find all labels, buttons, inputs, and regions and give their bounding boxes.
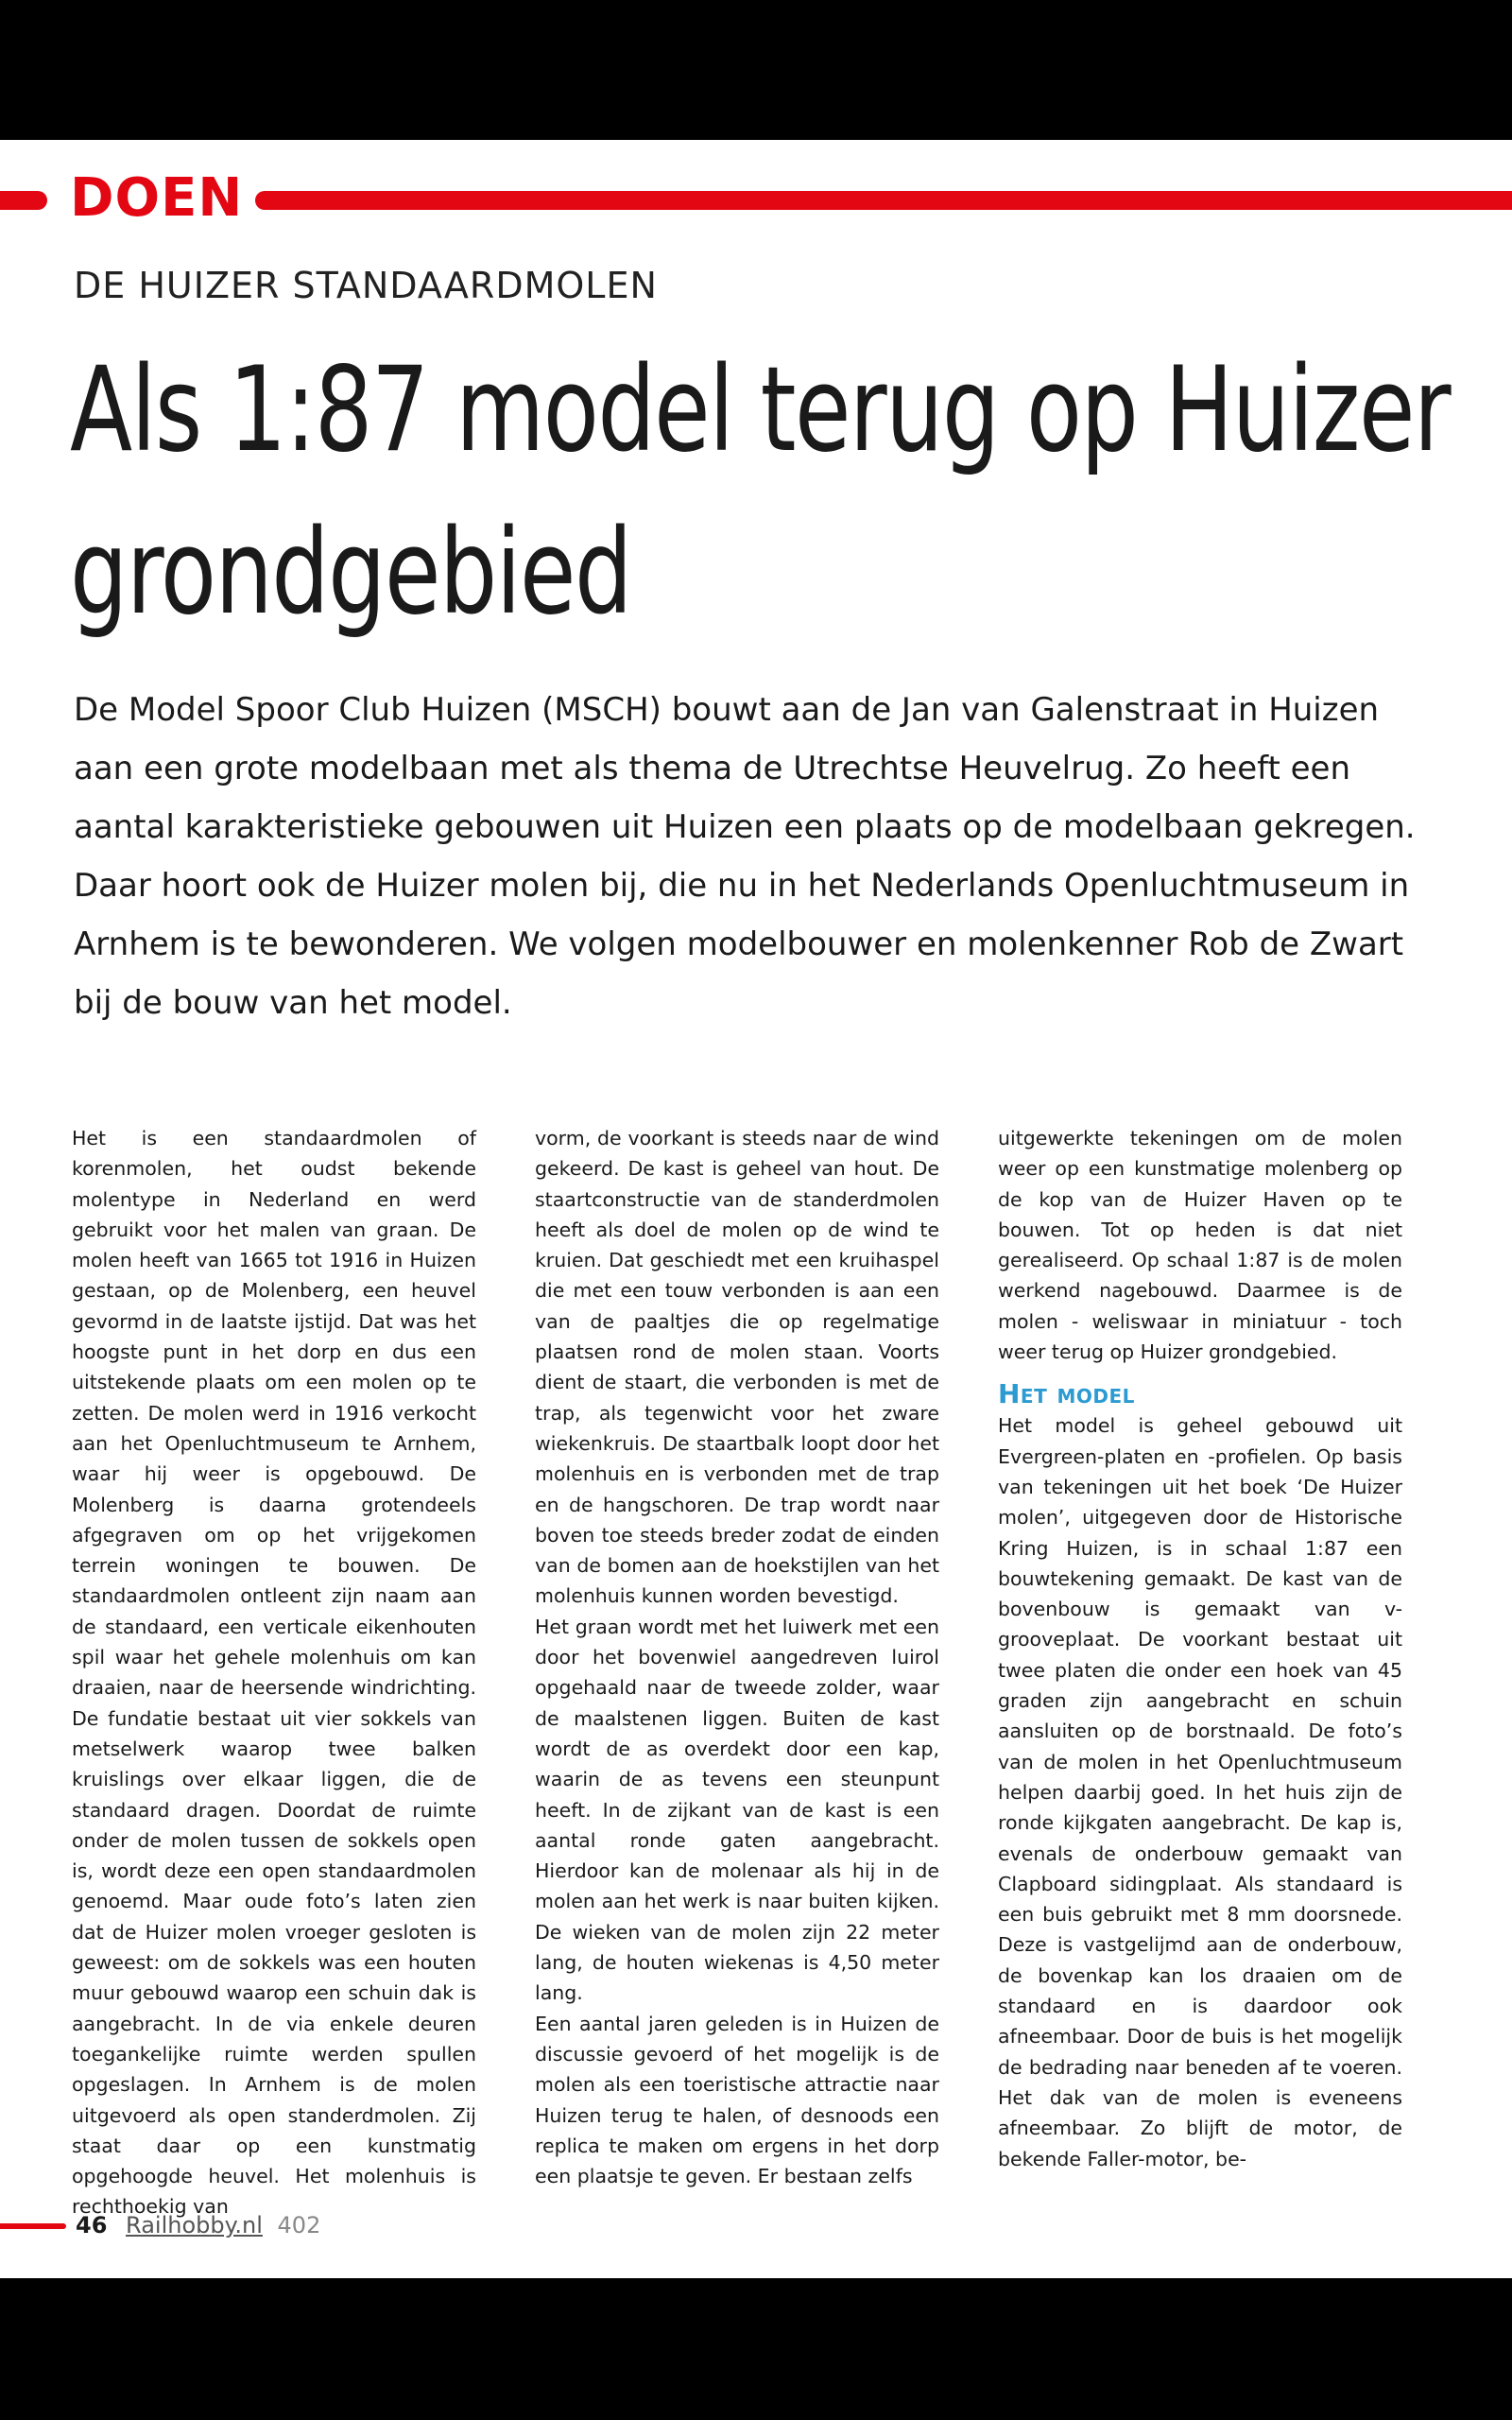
paragraph: Het graan wordt met het luiwerk met een door het bovenwiel aangedreven luirol opgehaald naar de tweede zolder, waar de maalstenen liggen. Buiten de kast wordt de as overdekt door een kap, waarin de as tevens een steunpunt heeft. In de zijkant van de kast is een aantal ronde gaten aangebracht. Hierdoor kan de molenaar als hij in de molen aan het werk is naar buiten kijken. De wieken van de molen zijn 22 meter lang, de houten wiekenas is 4,50 meter lang. (535, 1615, 939, 2005)
section-subheading: Het model (998, 1378, 1135, 1410)
issue-number: 402 (277, 2212, 321, 2238)
paragraph: Het is een standaardmolen of korenmolen, het oudst bekende molentype in Nederland en werd gebruikt voor het malen van graan. De molen heeft van 1665 tot 1916 in Huizen gestaan, op de Molenberg, een heuvel gevormd in de laatste ijstijd. Dat was het hoogste punt in het dorp en dus een uitstekende plaats om een molen op te zetten. De molen werd in 1916 verkocht aan het Openluchtmuseum te Arnhem, waar hij weer is opgebouwd. De Molenberg is daarna grotendeels afgegraven om op het vrijgekomen terrein woningen te bouwen. De standaardmolen ontleent zijn naam aan de standaard, een verticale eikenhouten spil waar het gehele molenhuis om kan draaien, naar de heersende windrichting. De fundatie bestaat uit vier sokkels van metselwerk waarop twee balken kruislings over elkaar liggen, die de standaard dragen. Doordat de ruimte onder de molen tussen de sokkels open is, wordt deze een open standaardmolen genoemd. Maar oude foto’s laten zien dat de Huizer molen vroeger gesloten is geweest: om de sokkels was een houten muur gebouwd waarop een schuin dak is aangebracht. In de via enkele deuren toegankelijke ruimte werden spullen opgeslagen. In Arnhem is de molen uitgevoerd als open standerdmolen. Zij staat daar op een kunstmatig opgehoogde heuvel. Het molenhuis is rechthoekig van (72, 1127, 476, 2219)
paragraph: vorm, de voorkant is steeds naar de wind gekeerd. De kast is geheel van hout. De staartconstructie van de standerdmolen heeft als doel de molen op de wind te kruien. Dat geschiedt met een kruihaspel die met een touw verbonden is aan een van de paaltjes die op regelmatige plaatsen rond de molen staan. Voorts dient de staart, die verbonden is met de trap, als tegenwicht voor het zware wiekenkruis. De staartbalk loopt door het molenhuis en is verbonden met de trap en de hangschoren. De trap wordt naar boven toe steeds breder zodat de einden van de bomen aan de hoekstijlen van het molenhuis kunnen worden bevestigd. (535, 1127, 939, 1608)
text-column-2 (535, 1123, 939, 2191)
section-bar-left (0, 191, 47, 210)
article-intro: De Model Spoor Club Huizen (MSCH) bouwt aan de Jan van Galenstraat in Huizen aan een grote modelbaan met als thema de Utrechtse Heuvelrug. Zo heeft een aantal karakteristieke gebouwen uit Huizen een plaats op de modelbaan gekregen. Daar hoort ook de Huizer molen bij, die nu in het Nederlands Openluchtmuseum in Arnhem is te bewonderen. We volgen modelbouwer en molenkenner Rob de Zwart bij de bouw van het model. (74, 691, 1416, 1022)
article-body (72, 1123, 1406, 2278)
magazine-page (0, 140, 1512, 2278)
article-kicker: DE HUIZER STANDAARDMOLEN (74, 265, 658, 306)
footer-bar (0, 2223, 66, 2229)
section-bar-right (255, 191, 1512, 210)
paragraph: Het model is geheel gebouwd uit Evergreen-platen en -profielen. Op basis van tekeningen uit het boek ‘De Huizer molen’, uitgegeven door de Historische Kring Huizen, is in schaal 1:87 een bouwtekening gemaakt. De kast van de bovenbouw is gemaakt van v-grooveplaat. De voorkant bestaat uit twee platen die onder een hoek van 45 graden zijn aangebracht en schuin aansluiten op de borstnaald. De foto’s van de molen in het Openluchtmuseum helpen daarbij goed. In het huis zijn de ronde kijkgaten aangebracht. De kap is, evenals de onderbouw gemaakt van Clapboard sidingplaat. Als standaard is een buis gebruikt met 8 mm doorsnede. Deze is vastgelijmd aan de onderbouw, de bovenkap kan los draaien om de standaard en is daardoor ook afneembaar. Door de buis is het mogelijk de bedrading naar beneden af te voeren. Het dak van de molen is eveneens afneembaar. Zo blijft de motor, de bekende Faller-motor, be- (998, 1414, 1402, 2170)
text-column-1 (72, 1123, 476, 2222)
article-headline: Als 1:87 model terug op Huizer grondgebied (70, 342, 1451, 641)
paragraph: Een aantal jaren geleden is in Huizen de discussie gevoerd of het mogelijk is de molen als een toeristische attractie naar Huizen terug te halen, of desnoods een replica te maken om ergens in het dorp een plaatsje te geven. Er bestaan zelfs (535, 2012, 939, 2188)
section-label: DOEN (70, 167, 244, 229)
text-column-3 (998, 1123, 1402, 2174)
site-link[interactable]: Railhobby.nl (126, 2212, 263, 2238)
paragraph: uitgewerkte tekeningen om de molen weer op een kunstmatige molenberg op de kop van de Huizer Haven op te bouwen. Tot op heden is dat niet gerealiseerd. Op schaal 1:87 is de molen werkend nagebouwd. Daarmee is de molen - weliswaar in miniatuur - toch weer terug op Huizer grondgebied. (998, 1127, 1402, 1364)
page-number: 46 (76, 2212, 108, 2238)
page-footer (76, 2210, 320, 2240)
